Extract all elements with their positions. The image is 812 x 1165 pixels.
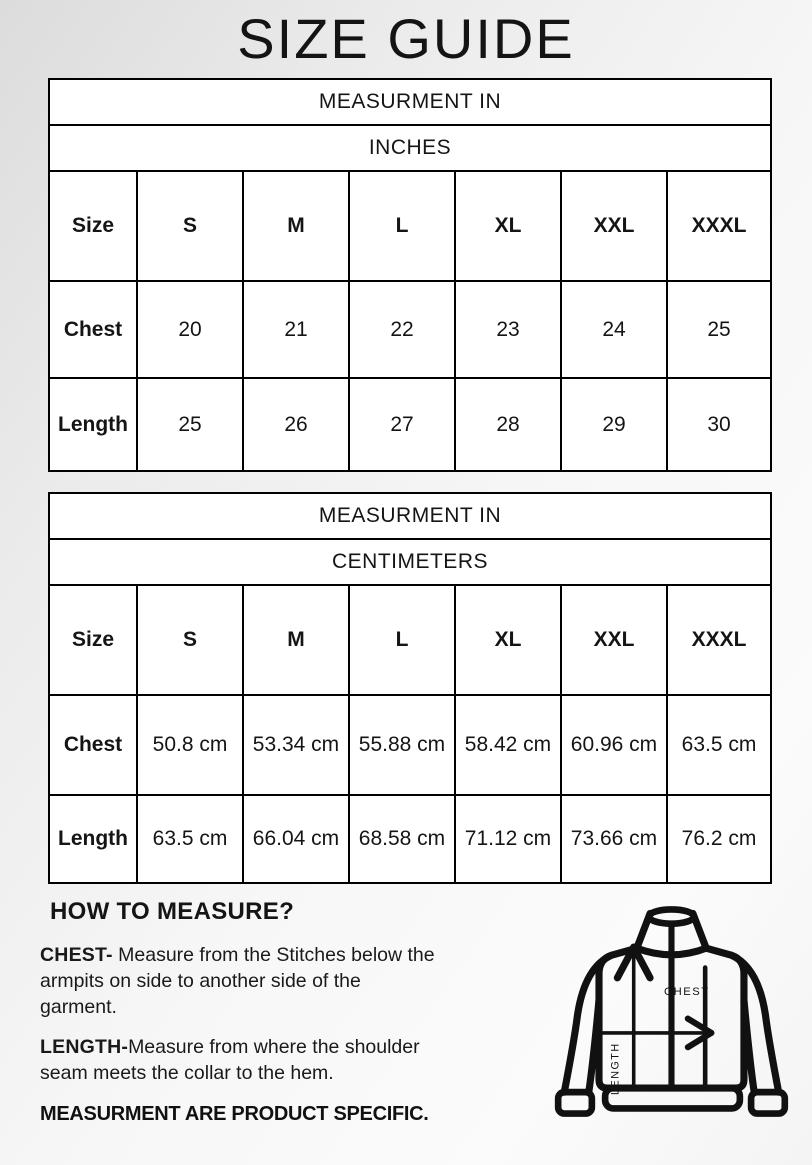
size-col-m: M [243,171,349,281]
diagram-chest-label: CHEST [663,986,710,999]
cm-table-title-line1: MEASURMENT IN [49,493,771,539]
table-row [49,585,771,695]
inches-table-title-line2: INCHES [49,125,771,171]
table-row [49,493,771,539]
table-row [49,171,771,281]
chest-value: 63.5 cm [667,695,771,795]
length-value: 66.04 cm [243,795,349,883]
diagram-length-label: LENGTH [609,1042,622,1095]
chest-value: 20 [137,281,243,378]
length-value: 29 [561,378,667,471]
jacket-measurement-diagram [550,900,795,1125]
jacket-left-cuff [558,1092,592,1113]
chest-value: 25 [667,281,771,378]
length-value: 63.5 cm [137,795,243,883]
chest-instruction [40,942,442,1020]
how-to-measure-section [40,898,470,1100]
size-col-xxl: XXL [561,171,667,281]
inches-chest-label: Chest [49,281,137,378]
size-table-centimeters [48,492,772,884]
table-row [49,695,771,795]
table-row [49,795,771,883]
chest-value: 21 [243,281,349,378]
size-col-l: L [349,585,455,695]
length-instruction-text: Measure from where the shoulder seam meets the collar to the hem. [40,1036,420,1084]
inches-table-title-line1: MEASURMENT IN [49,79,771,125]
size-col-l: L [349,171,455,281]
length-value: 27 [349,378,455,471]
table-row [49,125,771,171]
product-specific-note: MEASURMENT ARE PRODUCT SPECIFIC. [40,1103,429,1125]
table-row [49,378,771,471]
chest-value: 22 [349,281,455,378]
inches-size-label: Size [49,171,137,281]
jacket-right-cuff [751,1092,785,1113]
table-row [49,281,771,378]
cm-length-label: Length [49,795,137,883]
length-value: 73.66 cm [561,795,667,883]
size-col-s: S [137,171,243,281]
length-instruction-label: LENGTH- [40,1036,129,1058]
length-value: 71.12 cm [455,795,561,883]
size-col-xl: XL [455,171,561,281]
length-instruction [40,1034,442,1086]
length-value: 68.58 cm [349,795,455,883]
size-col-xl: XL [455,585,561,695]
chest-value: 58.42 cm [455,695,561,795]
size-col-xxxl: XXXL [667,585,771,695]
length-value: 28 [455,378,561,471]
jacket-left-sleeve [564,955,611,1092]
chest-value: 55.88 cm [349,695,455,795]
size-col-s: S [137,585,243,695]
jacket-hem [605,1088,740,1108]
chest-value: 50.8 cm [137,695,243,795]
jacket-right-sleeve [732,955,779,1092]
size-col-xxl: XXL [561,585,667,695]
chest-value: 60.96 cm [561,695,667,795]
chest-value: 23 [455,281,561,378]
how-to-measure-heading: HOW TO MEASURE? [50,898,295,925]
length-value: 25 [137,378,243,471]
chest-instruction-label: CHEST- [40,944,113,966]
jacket-icon [550,900,795,1125]
length-value: 26 [243,378,349,471]
length-value: 76.2 cm [667,795,771,883]
size-col-xxxl: XXXL [667,171,771,281]
cm-table-title-line2: CENTIMETERS [49,539,771,585]
table-row [49,79,771,125]
cm-chest-label: Chest [49,695,137,795]
cm-size-label: Size [49,585,137,695]
table-row [49,539,771,585]
size-table-inches [48,78,772,472]
inches-length-label: Length [49,378,137,471]
chest-value: 53.34 cm [243,695,349,795]
chest-instruction-text: Measure from the Stitches below the armpits on side to another side of the garment. [40,944,435,1018]
page-title: SIZE GUIDE [237,7,575,70]
size-col-m: M [243,585,349,695]
length-value: 30 [667,378,771,471]
chest-value: 24 [561,281,667,378]
